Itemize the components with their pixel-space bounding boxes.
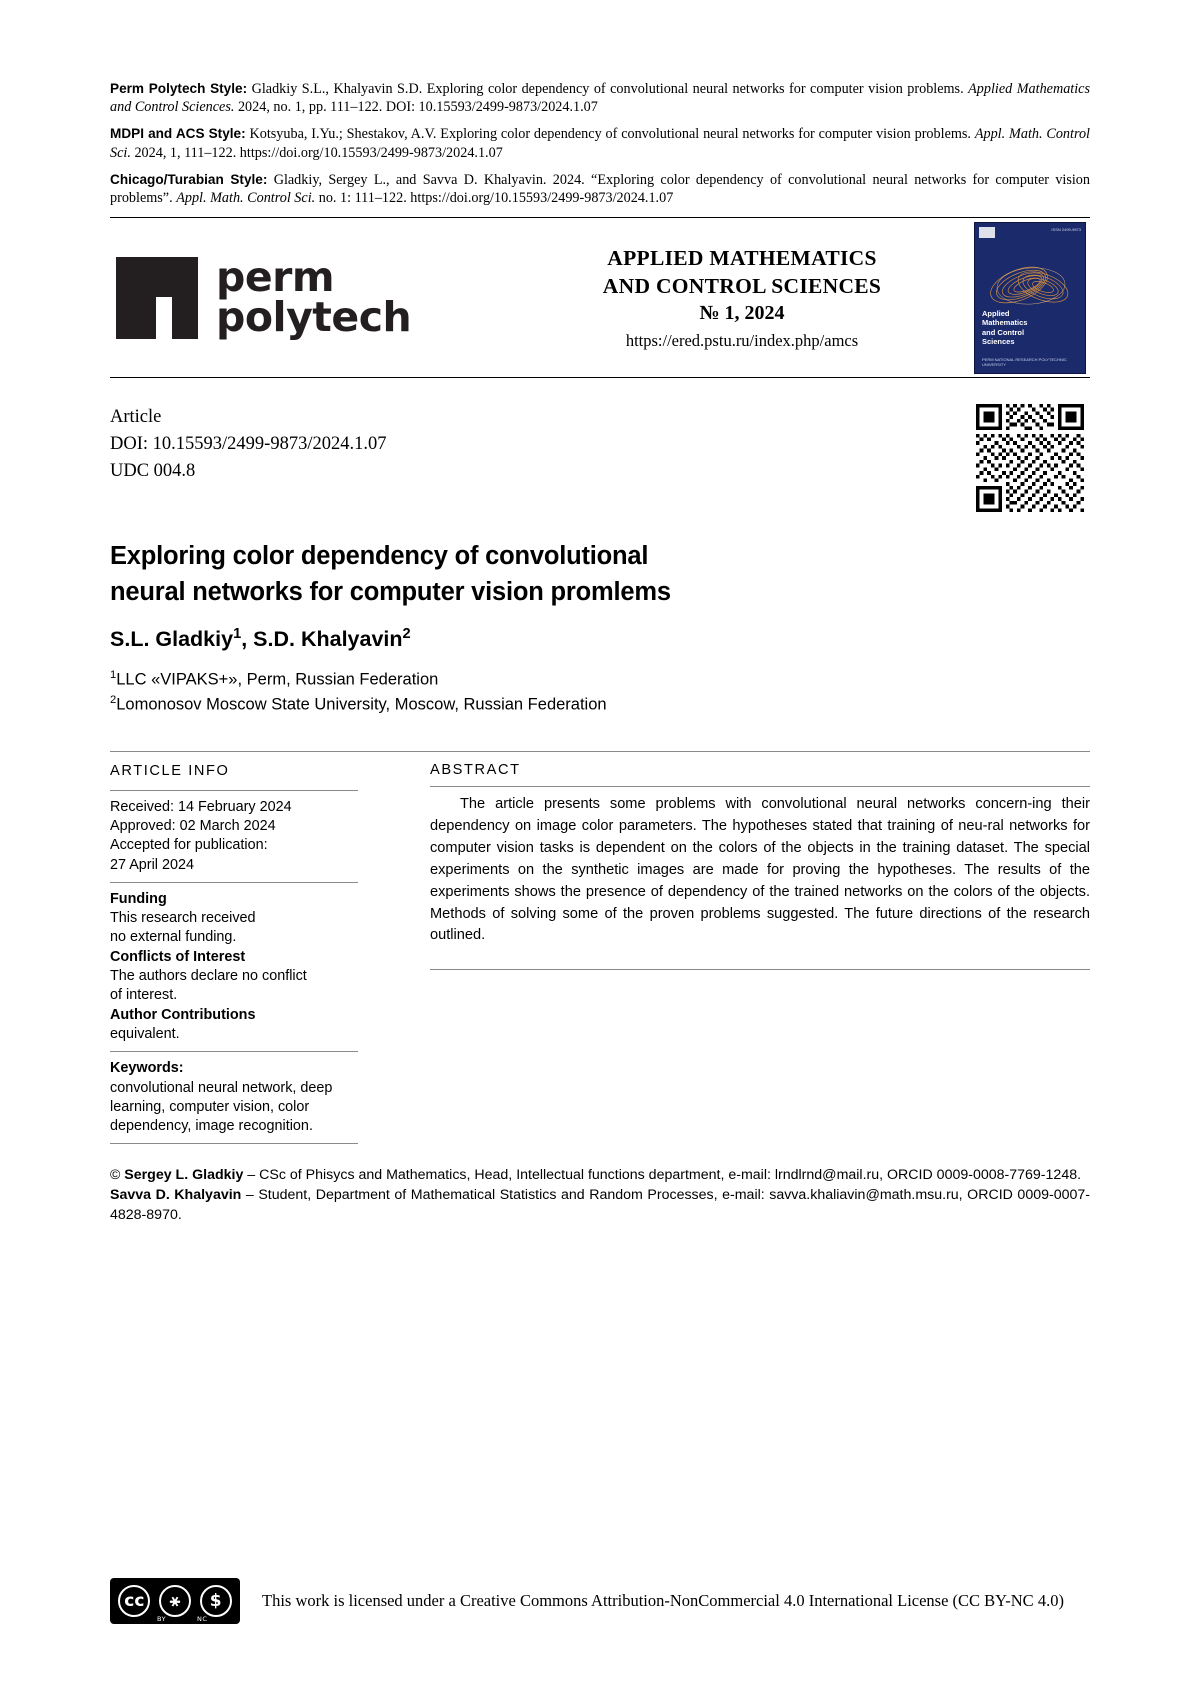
citation-text: Gladkiy S.L., Khalyavin S.D. Exploring color dependency of convolutional neural networks for computer vision problems.	[247, 81, 969, 97]
article-info-column	[110, 762, 382, 1151]
qr-code-icon[interactable]	[976, 404, 1084, 512]
citation-tail: 2024, 1, 111–122. https://doi.org/10.15593/2499-9873/2024.1.07	[130, 144, 503, 161]
abstract-column	[382, 762, 1090, 1151]
logo-line-2: polytech	[216, 292, 412, 341]
citation-style-label: Perm Polytech Style:	[110, 81, 248, 96]
conflicts-title: Conflicts of Interest	[110, 948, 246, 965]
journal-name-line-2: AND CONTROL SCIENCES	[602, 274, 882, 299]
cc-by-label: BY	[157, 1615, 167, 1623]
page-content	[110, 80, 1090, 1225]
article-info-and-abstract	[110, 751, 1090, 1151]
citation-journal: Applied Mathematics and Control Sciences.	[110, 81, 1091, 116]
contributions-title: Author Contributions	[110, 1006, 256, 1023]
contributions-text: equivalent.	[110, 1025, 180, 1042]
citation-chicago-turabian	[110, 171, 1090, 207]
cc-nc-label: NC	[197, 1615, 208, 1623]
conflicts-block	[110, 948, 382, 1006]
nc-dollar-slash-icon: $	[200, 1585, 232, 1617]
affiliation-1-marker: 1	[110, 668, 117, 681]
affiliation-2-text: Lomonosov Moscow State University, Moscow, Russian Federation	[116, 695, 607, 714]
journal-issue: № 1, 2024	[699, 302, 785, 325]
abstract-text: The article presents some problems with convolutional neural networks concern-ing their dependency on image color parameters. The hypotheses stated that training of neu-ral networks for computer vision tasks is dependent on the colors of the objects in the training dataset. The special experiments on the synthetic images are made for proving the hypotheses. The results of the experiments shows the presence of dependency of the trained networks on the colors of the objects. Methods of solving some of the proven problems suggested. The future directions of the research outlined.	[430, 796, 1090, 944]
divider	[110, 1051, 358, 1052]
keywords-text: convolutional neural network, deep learning, computer vision, color dependency, image recognition.	[110, 1079, 333, 1135]
citation-text: Gladkiy, Sergey L., and Savva D. Khalyavin. 2024. “Exploring color dependency of convolutional neural networks for computer vision problems”.	[110, 171, 1090, 206]
affiliation-2	[110, 692, 1090, 717]
accepted-date: 27 April 2024	[110, 856, 195, 873]
citation-styles-block	[110, 80, 1090, 207]
author-note-1-text: – CSc of Phisycs and Mathematics, Head, Intellectual functions department, e-mail: lrndlrnd@mail.ru, ORCID 0009-0008-7769-1248.	[243, 1167, 1082, 1184]
cover-issn: ISSN 2499-9873	[1051, 226, 1081, 232]
affiliations	[110, 667, 1090, 718]
cover-title: Applied Mathematics and Control Sciences	[982, 309, 1028, 347]
author-note-1	[110, 1165, 1090, 1186]
cc-icon: cc	[118, 1585, 150, 1617]
page-title	[110, 538, 1090, 610]
received-date: Received: 14 February 2024	[110, 798, 292, 815]
title-and-authors	[110, 538, 1090, 717]
article-info-heading: ARTICLE INFO	[110, 763, 230, 780]
approved-date: Approved: 02 March 2024	[110, 817, 276, 834]
article-doi[interactable]: DOI: 10.15593/2499-9873/2024.1.07	[110, 433, 387, 454]
paper-title-line-1: Exploring color dependency of convolutional	[110, 542, 649, 571]
citation-tail: no. 1: 111–122. https://doi.org/10.15593/2499-9873/2024.1.07	[315, 189, 674, 206]
citation-style-label: Chicago/Turabian Style:	[110, 171, 268, 187]
article-meta-row	[110, 404, 1090, 512]
funding-title: Funding	[110, 890, 167, 907]
journal-title-block	[510, 244, 974, 352]
author-note-2-name: Savva D. Khalyavin	[110, 1186, 242, 1203]
citation-journal: Appl. Math. Control Sci.	[110, 126, 1091, 161]
journal-masthead	[110, 218, 1090, 378]
affiliation-1	[110, 667, 1090, 692]
by-person-icon: ⚹	[159, 1585, 191, 1617]
license-footer	[110, 1578, 1090, 1624]
author-note-1-name: Sergey L. Gladkiy	[124, 1167, 244, 1184]
citation-perm-polytech	[110, 80, 1090, 116]
funding-text: This research received no external funding.	[110, 910, 256, 946]
copyright-icon: ©	[110, 1166, 121, 1183]
article-type: Article	[110, 407, 162, 428]
citation-style-label: MDPI and ACS Style:	[110, 126, 246, 142]
cover-publisher-mark-icon	[979, 227, 995, 238]
conflicts-text: The authors declare no conflict of interest.	[110, 968, 307, 1004]
affiliation-2-marker: 2	[110, 693, 117, 706]
divider	[110, 790, 358, 791]
license-text: This work is licensed under a Creative Commons Attribution-NonCommercial 4.0 International License (CC BY-NC 4.0)	[262, 1591, 1064, 1610]
divider	[110, 1143, 358, 1144]
creative-commons-badge-icon[interactable]	[110, 1578, 240, 1624]
citation-tail: 2024, no. 1, pp. 111–122. DOI: 10.15593/2499-9873/2024.1.07	[234, 99, 598, 116]
affiliation-1-text: LLC «VIPAKS+», Perm, Russian Federation	[116, 670, 439, 689]
article-dates	[110, 798, 382, 875]
divider	[430, 969, 1090, 970]
divider	[110, 882, 358, 883]
funding-block	[110, 890, 382, 948]
article-identifiers	[110, 404, 386, 484]
author-list: S.L. Gladkiy$^1$, S.D. Khalyavin$^2$	[110, 626, 411, 652]
accepted-label: Accepted for publication:	[110, 837, 268, 854]
author-note-2	[110, 1186, 1090, 1225]
journal-url[interactable]: https://ered.pstu.ru/index.php/amcs	[625, 331, 859, 351]
author-note-2-text: – Student, Department of Mathematical Statistics and Random Processes, e-mail: savva.khaliavin@math.msu.ru, ORCID 0009-0007-4828-8970.	[110, 1186, 1091, 1223]
cover-footer: PERM NATIONAL RESEARCH POLYTECHNIC UNIVERSITY	[982, 356, 1067, 367]
perm-polytech-mark-icon	[116, 257, 198, 339]
abstract-heading: ABSTRACT	[430, 762, 521, 779]
perm-polytech-logo	[110, 252, 510, 341]
citation-mdpi-acs	[110, 125, 1090, 161]
citation-text: Kotsyuba, I.Yu.; Shestakov, A.V. Exploring color dependency of convolutional neural networks for computer vision problems.	[245, 126, 975, 143]
article-udc: UDC 004.8	[110, 460, 196, 481]
author-notes	[110, 1165, 1090, 1225]
contributions-block	[110, 1006, 382, 1045]
logo-line-1: perm	[216, 252, 335, 301]
divider	[430, 786, 1090, 787]
keywords-block	[110, 1059, 382, 1136]
paper-title-line-2: neural networks for computer vision promlems	[110, 578, 671, 607]
journal-cover-thumbnail	[974, 222, 1086, 374]
keywords-title: Keywords:	[110, 1060, 184, 1077]
citation-journal: Appl. Math. Control Sci.	[176, 189, 316, 206]
perm-polytech-logo-text	[216, 252, 412, 341]
cover-header	[979, 227, 1081, 239]
journal-name-line-1: APPLIED MATHEMATICS	[607, 245, 877, 270]
